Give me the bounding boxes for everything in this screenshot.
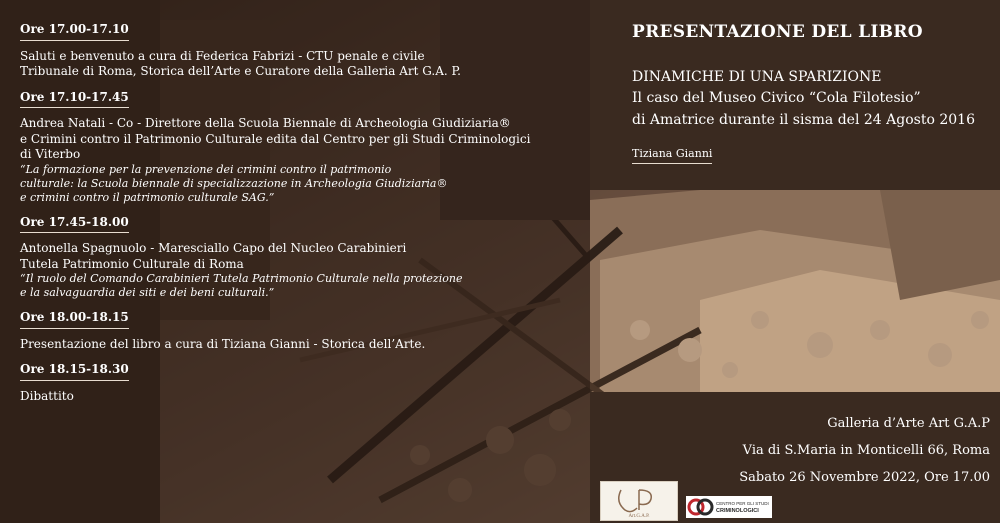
gallery-logo-mark — [601, 482, 677, 520]
slot-line: Antonella Spagnuolo - Maresciallo Capo del Nucleo Carabinieri — [20, 241, 407, 255]
talk-title-line: culturale: la Scuola biennale di specializzazione in Archeologia Giudiziaria® — [20, 176, 448, 190]
book-title-line: DINAMICHE DI UNA SPARIZIONE — [632, 69, 882, 85]
event-date: Sabato 26 Novembre 2022, Ore 17.00 — [739, 470, 990, 485]
slot-line: Tutela Patrimonio Culturale di Roma — [20, 256, 244, 271]
program-schedule — [20, 22, 580, 414]
book-subtitle-line: Il caso del Museo Civico “Cola Filotesio” — [632, 90, 921, 106]
venue-name: Galleria d’Arte Art G.A.P — [827, 416, 990, 431]
slot-time: Ore 17.00-17.10 — [20, 22, 129, 41]
program-slot — [20, 90, 580, 205]
program-slot — [20, 362, 580, 404]
centro-studi-logo-mark — [686, 496, 772, 518]
slot-line: Andrea Natali - Co - Direttore della Scuola Biennale di Archeologia Giudiziaria® — [20, 116, 511, 130]
slot-line: Presentazione del libro a cura di Tiziana Gianni - Storica dell’Arte. — [20, 336, 426, 351]
slot-time: Ore 17.45-18.00 — [20, 215, 129, 234]
talk-title-line: “La formazione per la prevenzione dei crimini contro il patrimonio — [20, 162, 392, 176]
venue-address: Via di S.Maria in Monticelli 66, Roma — [742, 443, 990, 458]
talk-title-line: “Il ruolo del Comando Carabinieri Tutela Patrimonio Culturale nella protezione — [20, 272, 463, 285]
slot-line: Saluti e benvenuto a cura di Federica Fabrizi - CTU penale e civile — [20, 48, 425, 63]
centro-logo-line1: CENTRO PER GLI STUDI — [716, 501, 769, 506]
slot-time: Ore 18.00-18.15 — [20, 310, 129, 329]
book-subtitle-line: di Amatrice durante il sisma del 24 Agosto 2016 — [632, 112, 975, 128]
program-slot — [20, 215, 580, 301]
book-title-panel — [590, 0, 1000, 190]
talk-title-line: e crimini contro il patrimonio culturale SAG.” — [20, 190, 275, 204]
centro-studi-logo — [686, 496, 772, 518]
slot-line: Tribunale di Roma, Storica dell’Arte e Curatore della Galleria Art G.A. P. — [20, 64, 461, 78]
slot-time: Ore 18.15-18.30 — [20, 362, 129, 381]
slot-line: di Viterbo — [20, 147, 81, 161]
gallery-logo — [600, 481, 678, 521]
slot-line: Dibattito — [20, 388, 74, 403]
talk-title-line: e la salvaguardia dei siti e dei beni culturali.” — [20, 286, 275, 299]
centro-logo-line2: CRIMINOLOGICI — [716, 508, 759, 514]
book-author: Tiziana Gianni — [632, 147, 712, 164]
program-slot — [20, 310, 580, 352]
slot-time: Ore 17.10-17.45 — [20, 90, 129, 109]
slot-line: e Crimini contro il Patrimonio Culturale edita dal Centro per gli Studi Criminologici — [20, 131, 531, 146]
program-slot — [20, 22, 580, 80]
panel-heading: PRESENTAZIONE DEL LIBRO — [632, 22, 923, 42]
gallery-logo-text: Art.G.A.P. — [628, 514, 650, 519]
